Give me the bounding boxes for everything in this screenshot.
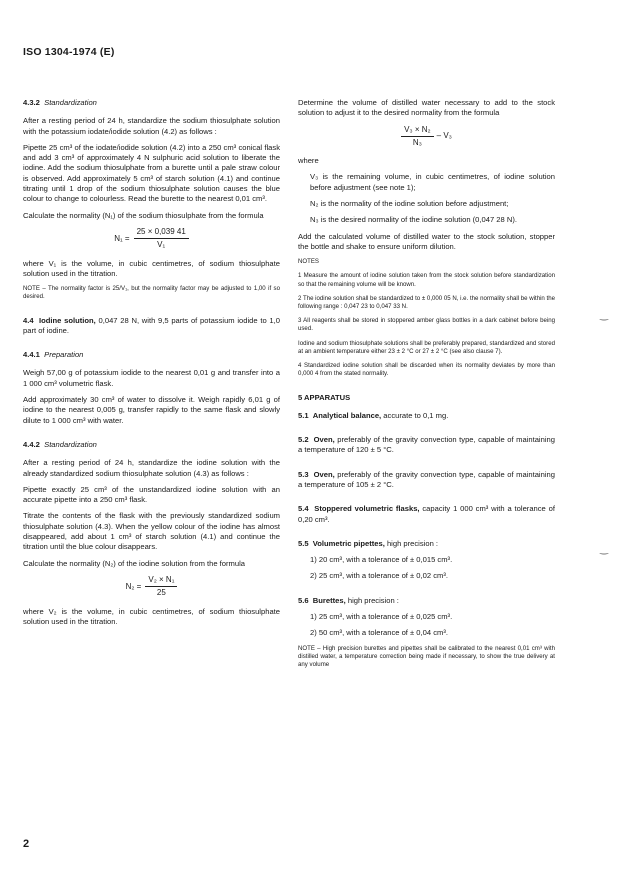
note: 3 All reagents shall be stored in stoppered amber glass bottles in a dark cabinet before being used. [298,317,555,333]
note: NOTE – High precision burettes and pipettes shall be calibrated to the nearest 0,01 cm³ with distilled water, a temperature correction being made if necessary, to show the true delivery at any volume [298,644,555,669]
item-5-6: 5.6 Burettes, high precision : [298,595,399,605]
paragraph: where V₁ is the volume, in cubic centimetres, of sodium thiosulphate solution used in the titration. [23,258,280,278]
definition: V₃ is the remaining volume, in cubic centimetres, of iodine solution before adjustment (see note 1); [310,172,555,192]
heading-4-4-2: 4.4.2 Standardization [23,439,97,449]
item-5-4: 5.4 Stoppered volumetric flasks, capacity 1 000 cm³ with a tolerance of 0,20 cm³. [298,504,555,524]
definition: N₂ is the normality of the iodine solution before adjustment; [310,199,509,209]
formula-n2: N₂ = $\frac{\text{V₂ × N₁}}{25}$ [23,575,280,599]
heading-4-4: 4.4 Iodine solution, 0,047 28 N, with 9,5 parts of potassium iodide to 1,0 part of iodine. [23,315,280,335]
item-5-3: 5.3 Oven, preferably of the gravity convection type, capable of maintaining a temperature of 105 ± 2 °C. [298,469,555,489]
list-item: 2) 50 cm³, with a tolerance of ± 0,04 cm³. [310,628,448,638]
paragraph: Calculate the normality (N₁) of the sodium thiosulphate from the formula [23,210,264,220]
margin-mark-icon: ‿ [600,544,609,555]
note: NOTE – The normality factor is 25/V₁, but the normality factor may be adjusted to 1,00 if so desired. [23,285,280,301]
margin-mark-icon: ‿ [600,310,609,321]
right-column [298,98,555,675]
list-item: 1) 20 cm³, with a tolerance of ± 0,015 cm³. [310,555,453,565]
paragraph: Titrate the contents of the flask with the previously standardized sodium thiosulphate solution (4.3). When the yellow colour of the iodine has almost disappeared, add about 1 cm³ of starch solution (4.1) and continue the titration until the blue colour disappears. [23,511,280,552]
note: 4 Standardized iodine solution shall be discarded when its normality deviates by more than 0,000 4 from the stated normality. [298,362,555,378]
paragraph: Weigh 57,00 g of potassium iodide to the nearest 0,01 g and transfer into a 1 000 cm³ volumetric flask. [23,368,280,388]
note: Iodine and sodium thiosulphate solutions shall be preferably prepared, standardized and stored at an ambient temperature either 23 ± 2 °C or 27 ± 2 °C (see also clause 7). [298,339,555,355]
list-item: 2) 25 cm³, with a tolerance of ± 0,02 cm³. [310,571,448,581]
paragraph: Pipette 25 cm³ of the iodate/iodide solution (4.2) into a 250 cm³ conical flask and add 3 cm³ of approximately 4 N sulphuric acid solution to liberate the iodine. Add the sodium thiosulphate from a burette until a pale straw colour is observed. Add approximately 5 cm³ of starch solution (4.1) and continue titrating until 1 drop of the sodium thiosulphate solution causes the blue colour to change to colourless. Read the burette to the nearest 0,01 cm³. [23,142,280,204]
paragraph: Add the calculated volume of distilled water to the stock solution, stopper the bottle and shake to ensure uniform dilution. [298,231,555,251]
item-5-1: 5.1 Analytical balance, accurate to 0,1 mg. [298,410,449,420]
paragraph: Calculate the normality (N₂) of the iodine solution from the formula [23,558,246,568]
paragraph: where [298,156,319,166]
list-item: 1) 25 cm³, with a tolerance of ± 0,025 cm³. [310,612,453,622]
notes-heading: NOTES [298,258,319,266]
paragraph: Pipette exactly 25 cm³ of the unstandardized iodine solution with an accurate pipette into a 250 cm³ flask. [23,484,280,505]
page-number: 2 [23,838,30,850]
heading-5: 5 APPARATUS [298,392,351,402]
note: 2 The iodine solution shall be standardized to ± 0,000 05 N, i.e. the normality shall be within the following range : 0,047 23 to 0,047 33 N. [298,294,555,311]
paragraph: Add approximately 30 cm³ of water to dissolve it. Weigh rapidly 6,01 g of iodine to the nearest 0,005 g, transfer rapidly to the same flask and slowly dilute to 1 000 cm³ with water. [23,395,280,425]
page-header: ISO 1304-1974 (E) [23,46,115,58]
formula-water-volume: $\frac{\text{V₃ × N₂}}{\text{N₃}}$ – V₃ [298,125,555,149]
item-5-2: 5.2 Oven, preferably of the gravity convection type, capable of maintaining a temperature of 120 ± 5 °C. [298,435,555,455]
paragraph: After a resting period of 24 h, standardize the sodium thiosulphate solution with the potassium iodate/iodide solution (4.2) as follows : [23,116,280,136]
heading-4-3-2: 4.3.2 Standardization [23,98,97,107]
paragraph: where V₂ is the volume, in cubic centimetres, of sodium thiosulphate solution used in the titration. [23,606,280,626]
left-column [23,98,280,633]
formula-n1: N₁ = $\frac{25 \times 0,039 41}{\text{V₁}}$ [23,227,280,251]
paragraph: After a resting period of 24 h, standardize the iodine solution with the already standardized sodium thiosulphate solution (4.3) as follows : [23,458,280,478]
note: 1 Measure the amount of iodine solution taken from the stock solution before standardization so that the remaining volume will be known. [298,272,555,288]
heading-4-4-1: 4.4.1 Preparation [23,350,84,360]
paragraph: Determine the volume of distilled water necessary to add to the stock solution to adjust it to the desired normality from the formula [298,98,555,118]
definition: N₃ is the desired normality of the iodine solution (0,047 28 N). [310,215,517,225]
item-5-5: 5.5 Volumetric pipettes, high precision : [298,538,439,548]
